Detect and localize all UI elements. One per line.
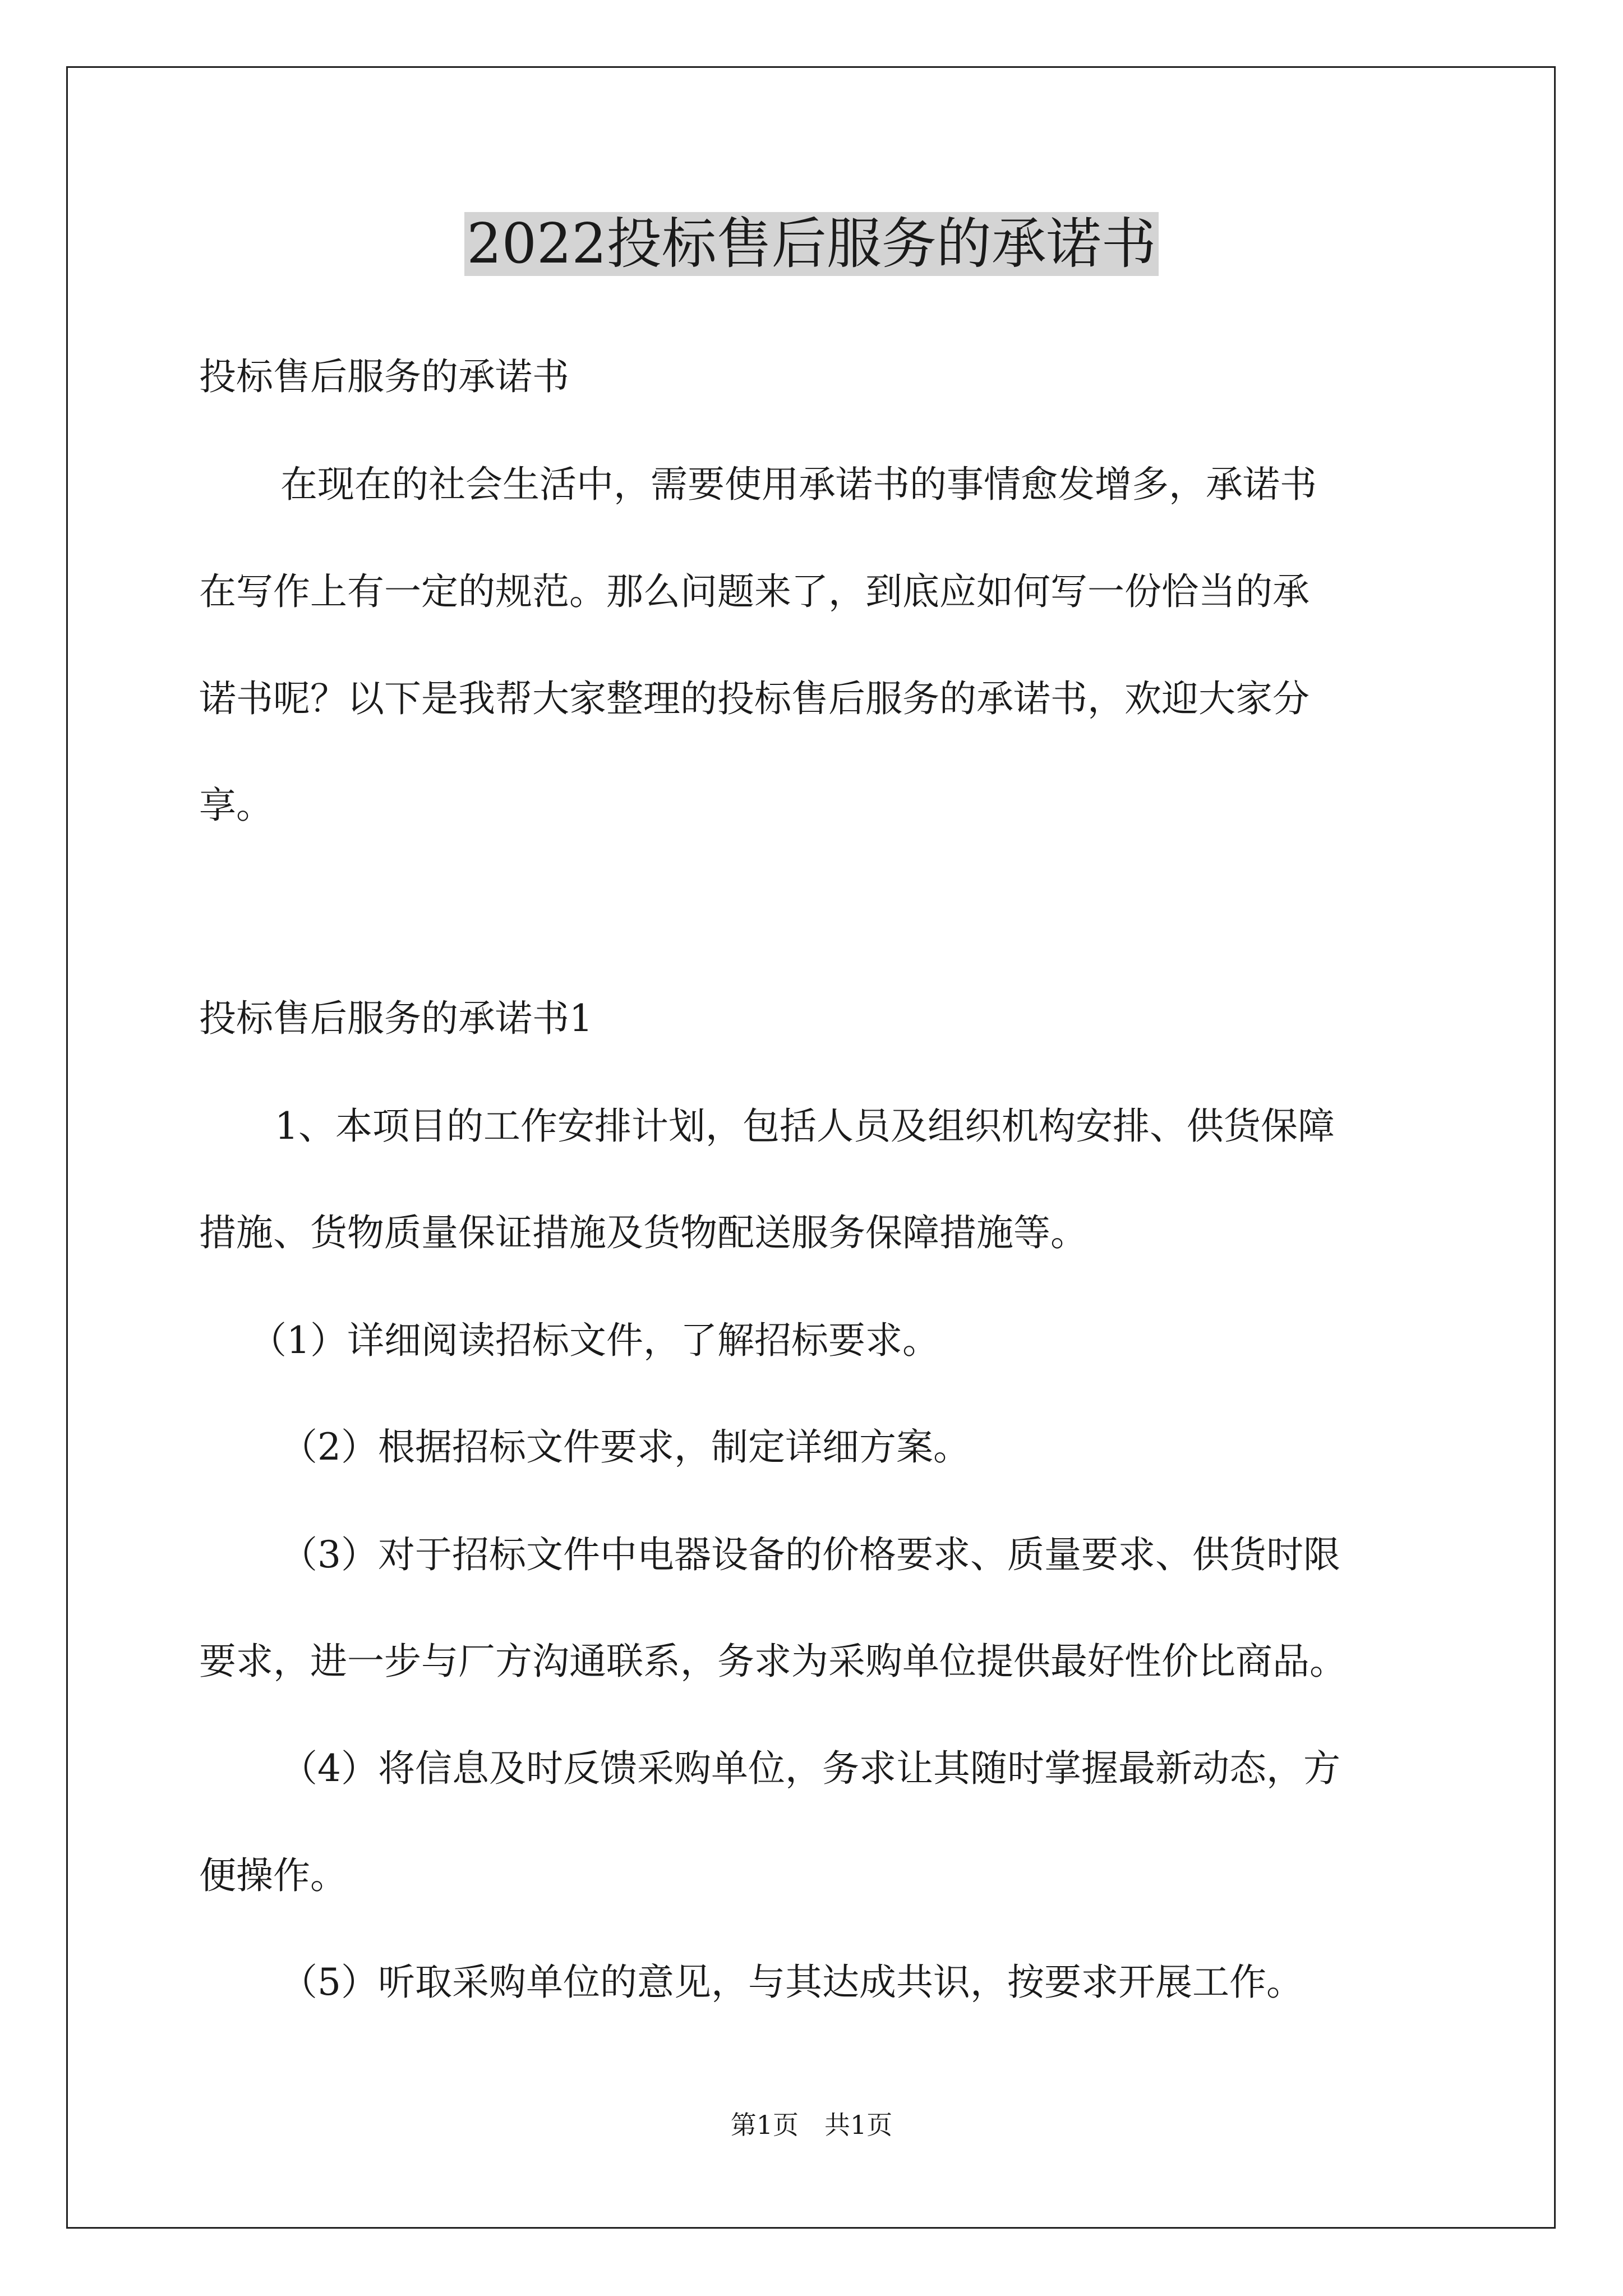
list-item: （2）根据招标文件要求，制定详细方案。 xyxy=(280,1425,970,1469)
paragraph-line: 1、本项目的工作安排计划，包括人员及组织机构安排、供货保障 xyxy=(275,1105,1335,1148)
paragraph-line: 享。 xyxy=(199,784,273,827)
paragraph-line: 措施、货物质量保证措施及货物配送服务保障措施等。 xyxy=(199,1211,1087,1254)
section-heading: 投标售后服务的承诺书1 xyxy=(199,997,593,1040)
list-item: （4）将信息及时反馈采购单位，务求让其随时掌握最新动态，方 xyxy=(280,1747,1340,1790)
list-item: （3）对于招标文件中电器设备的价格要求、质量要求、供货时限 xyxy=(280,1533,1340,1576)
paragraph-line: 在现在的社会生活中，需要使用承诺书的事情愈发增多，承诺书 xyxy=(280,463,1317,506)
paragraph-line: 要求，进一步与厂方沟通联系，务求为采购单位提供最好性价比商品。 xyxy=(199,1640,1347,1683)
subtitle: 投标售后服务的承诺书 xyxy=(199,355,569,398)
paragraph-line: 便操作。 xyxy=(199,1854,347,1897)
document-title xyxy=(0,208,1623,280)
title-text: 2022投标售后服务的承诺书 xyxy=(464,212,1158,276)
page-footer: 第1页 共1页 xyxy=(730,2110,893,2140)
paragraph-line: 在写作上有一定的规范。那么问题来了，到底应如何写一份恰当的承 xyxy=(199,570,1310,613)
paragraph-line: 诺书呢？以下是我帮大家整理的投标售后服务的承诺书，欢迎大家分 xyxy=(199,677,1310,720)
list-item: （5）听取采购单位的意见，与其达成共识，按要求开展工作。 xyxy=(280,1961,1303,2004)
list-item: （1）详细阅读招标文件，了解招标要求。 xyxy=(250,1319,939,1362)
